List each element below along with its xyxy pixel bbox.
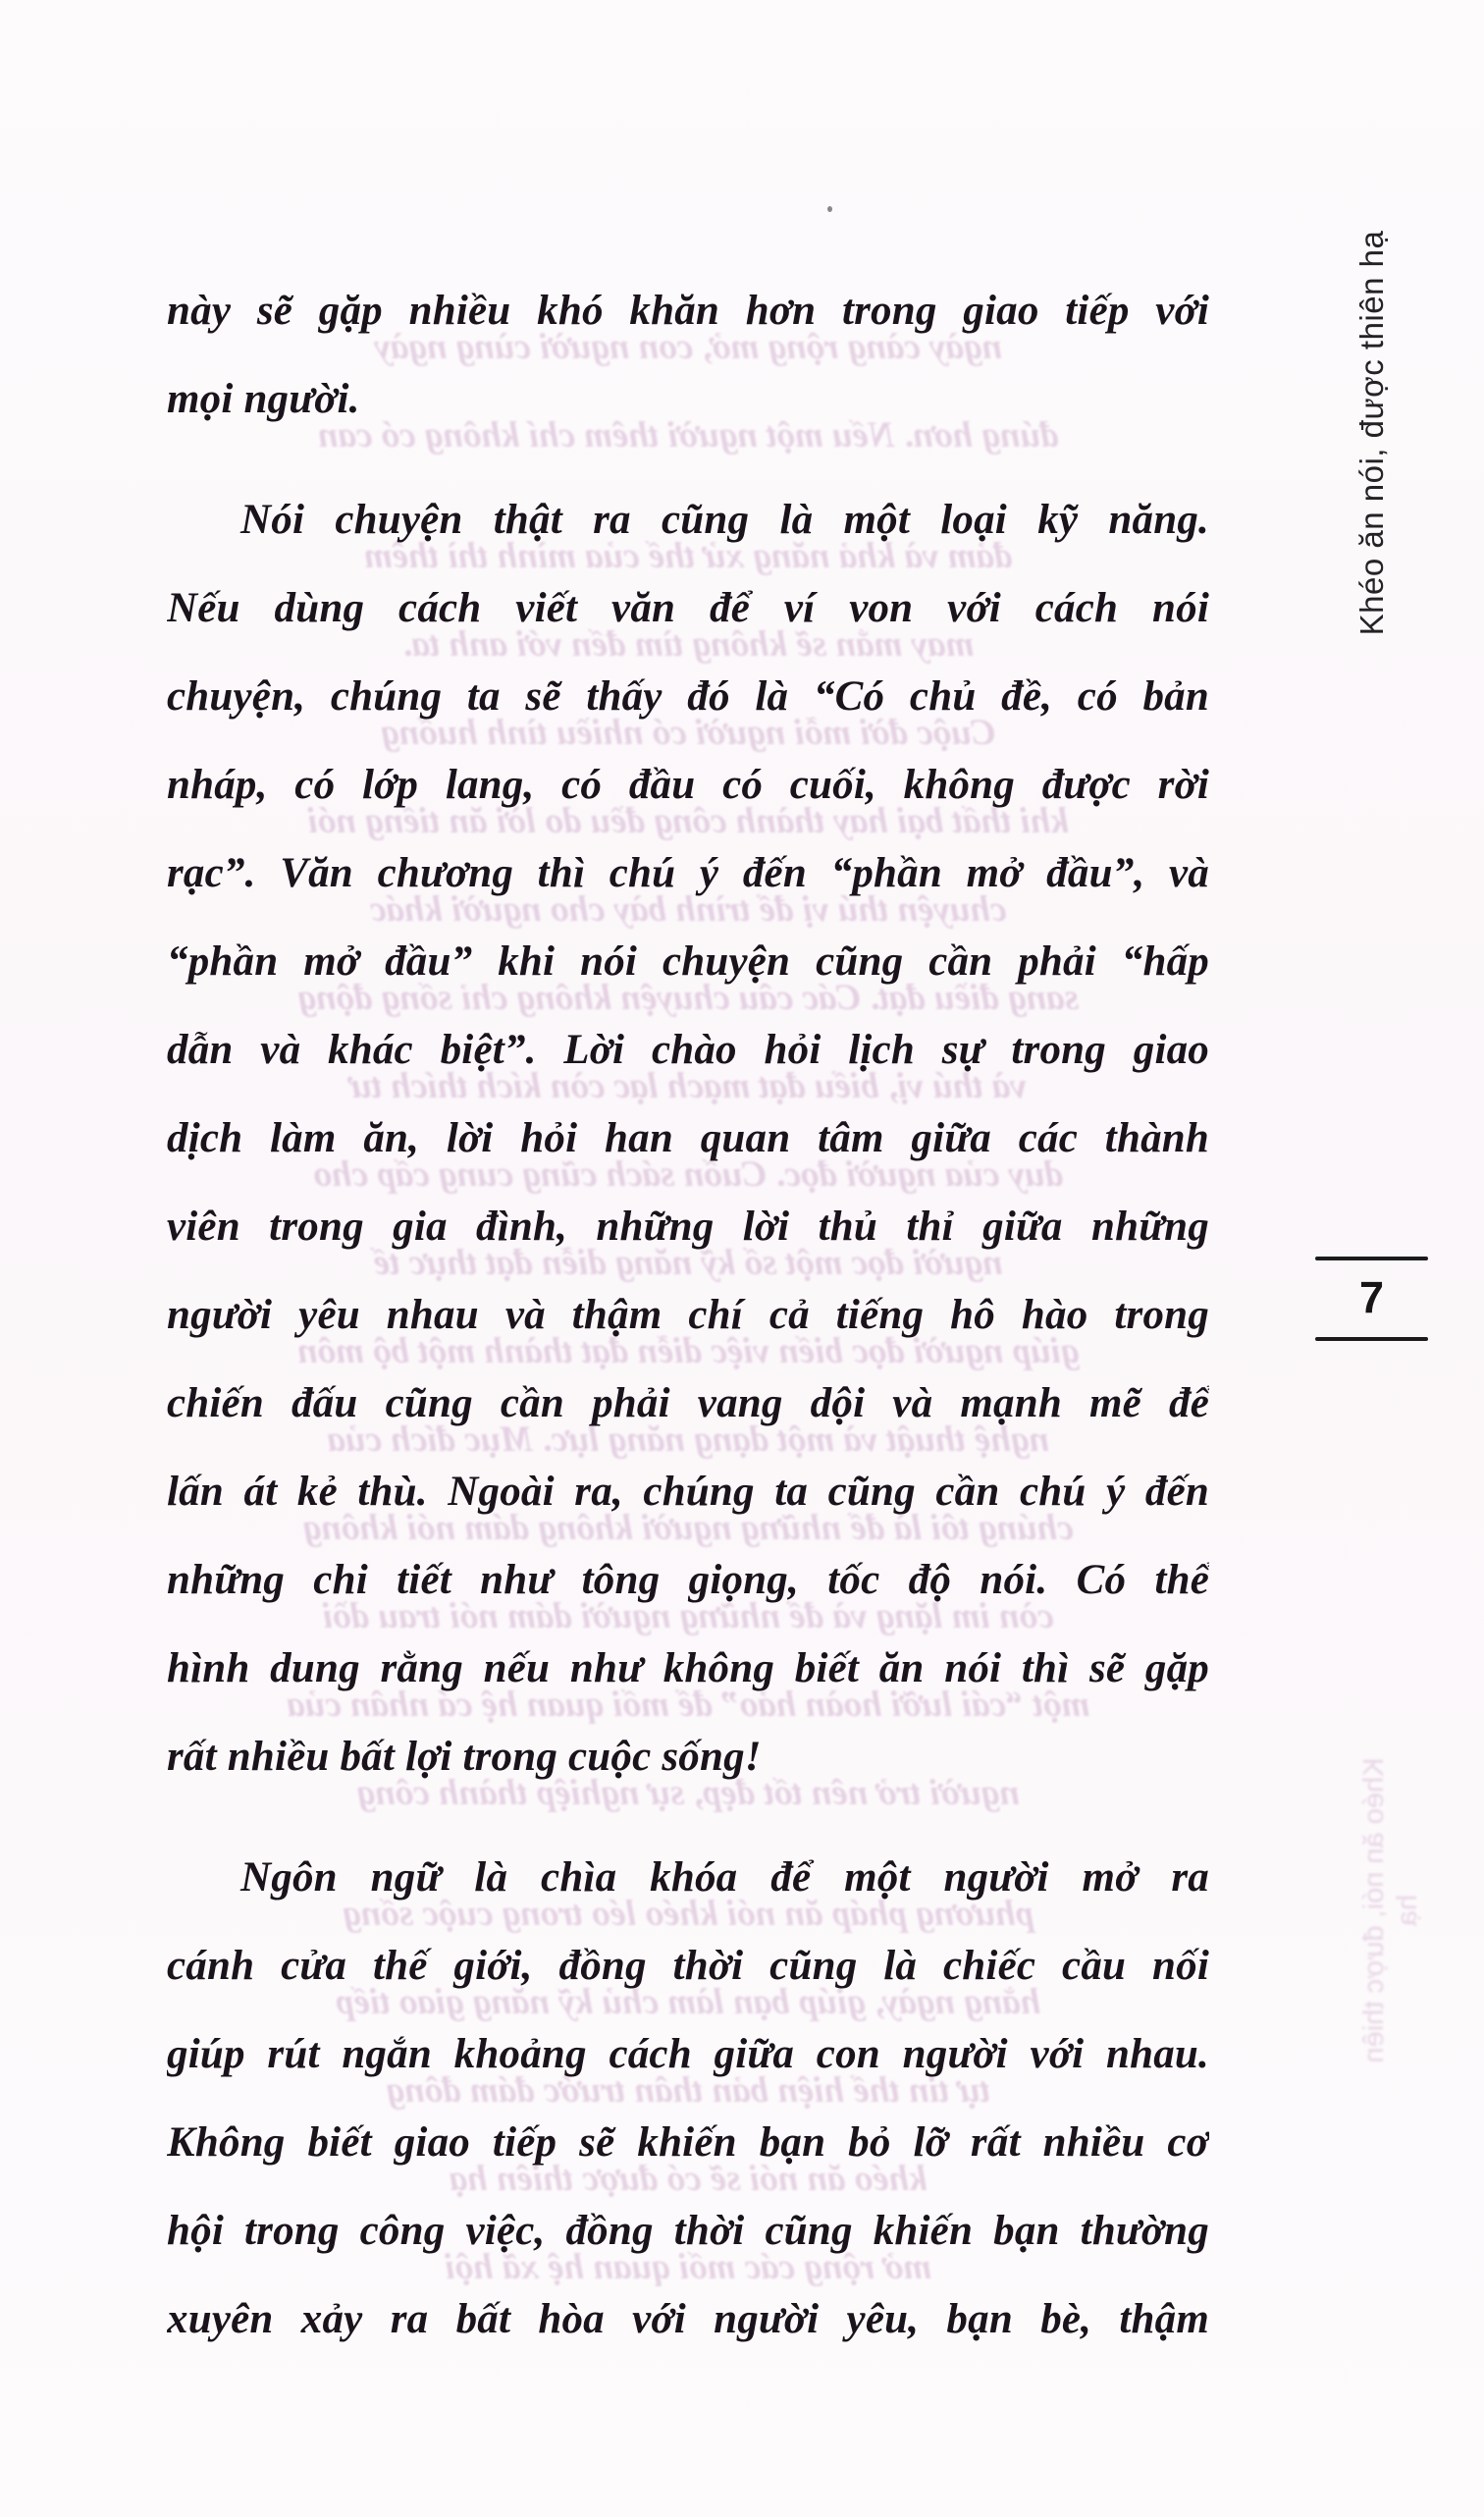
text-line: những chi tiết như tông giọng, tốc độ nói. Có thể <box>167 1557 1209 1603</box>
text-line: Nếu dùng cách viết văn để ví von với cách nói <box>167 585 1209 631</box>
page-number-block <box>1315 1257 1428 1341</box>
text-line: viên trong gia đình, những lời thủ thỉ giữa những <box>167 1204 1209 1250</box>
text-line: xuyên xảy ra bất hòa với người yêu, bạn bè, thậm <box>167 2296 1209 2342</box>
text-line: hội trong công việc, đồng thời cũng khiến bạn thường <box>167 2208 1209 2254</box>
text-line: người yêu nhau và thậm chí cả tiếng hô hào trong <box>167 1292 1209 1338</box>
showthrough-line: giúp người đọc biến việc diễn đạt thành một bộ môn <box>296 1331 1080 1371</box>
text-line: Không biết giao tiếp sẽ khiến bạn bỏ lỡ rất nhiều cơ <box>167 2119 1209 2166</box>
text-line: này sẽ gặp nhiều khó khăn hơn trong giao tiếp với <box>167 288 1209 334</box>
text-line: lấn át kẻ thù. Ngoài ra, chúng ta cũng cần chú ý đến <box>167 1469 1209 1515</box>
showthrough-line: khéo ăn nói sẽ có được thiên hạ <box>449 2159 928 2199</box>
showthrough-line: nghệ thuật và một dạng năng lực. Mục đích của <box>327 1419 1049 1460</box>
text-line: dẫn và khác biệt”. Lời chào hỏi lịch sự trong giao <box>167 1027 1209 1073</box>
showthrough-line: một “cái lưỡi hoàn hảo” để mối quan hệ cá nhân của <box>286 1685 1090 1725</box>
text-line: Nói chuyện thật ra cũng là một loại kỹ năng. <box>240 497 1209 543</box>
page-number-rule-bottom <box>1315 1337 1428 1341</box>
text-line: rạc”. Văn chương thì chú ý đến “phần mở đầu”, và <box>167 850 1209 896</box>
text-line: giúp rút ngắn khoảng cách giữa con người với nhau. <box>167 2031 1209 2077</box>
showthrough-line: chuyện thú vị để trình bày cho người khác <box>369 889 1007 930</box>
page-number: 7 <box>1358 1272 1385 1322</box>
text-line: dịch làm ăn, lời hỏi han quan tâm giữa các thành <box>167 1115 1209 1161</box>
text-line: cánh cửa thế giới, đồng thời cũng là chiếc cầu nối <box>167 1943 1209 1989</box>
showthrough-line: tự tin thể hiện bản thân trước đám đông <box>386 2070 990 2111</box>
text-line: “phần mở đầu” khi nói chuyện cũng cần phải “hấp <box>167 938 1209 985</box>
text-line: mọi người. <box>167 376 360 422</box>
showthrough-line: Cuộc đời mỗi người có nhiều tình huống <box>380 713 996 753</box>
running-head-book-title: Khéo ăn nói, được thiên hạ <box>1353 230 1390 636</box>
text-line: chuyện, chúng ta sẽ thấy đó là “Có chủ đề, có bản <box>167 673 1209 720</box>
showthrough-line: phương pháp ăn nói khéo léo trong cuộc sống <box>342 1894 1034 1934</box>
showthrough-running-head: Khéo ăn nói, được thiên hạ <box>1358 1757 1423 2063</box>
body-text-block <box>167 0 1209 2517</box>
text-line: nháp, có lớp lang, có đầu có cuối, không được rời <box>167 762 1209 808</box>
text-line: chiến đấu cũng cần phải vang dội và mạnh mẽ để <box>167 1380 1209 1426</box>
showthrough-line: còn im lặng và để những người dám nói trau dồi <box>322 1596 1054 1636</box>
showthrough-line: khi thất bại hay thành công đều do lời ăn tiếng nói <box>307 801 1069 841</box>
showthrough-line: người trở nên tốt đẹp, sự nghiệp thành công <box>356 1773 1020 1813</box>
showthrough-line: chúng tôi là để những người không dám nói không <box>302 1508 1074 1548</box>
showthrough-line: đảm và khả năng xử thế của mình thì thêm <box>363 536 1013 576</box>
text-line: hình dung rằng nếu như không biết ăn nói thì sẽ gặp <box>167 1645 1209 1691</box>
text-line: rất nhiều bất lợi trong cuộc sống! <box>167 1734 762 1780</box>
showthrough-line: sang điều đạt. Các câu chuyện không chỉ sống động <box>297 978 1079 1018</box>
showthrough-line: đúng hơn. Nếu một người thêm chí không có can <box>317 415 1059 455</box>
showthrough-line: người đọc một số kỹ năng diễn đạt thực tế <box>373 1243 1003 1283</box>
showthrough-line: may mắn sẽ không tìm đến với anh ta. <box>401 624 975 665</box>
showthrough-line: duy của người đọc. Cuốn sách cũng cung cấp cho <box>313 1154 1063 1195</box>
showthrough-line: ngày càng rộng mở, con người cùng ngày <box>374 327 1002 367</box>
showthrough-line: mở rộng các mối quan hệ xã hội <box>445 2247 931 2287</box>
text-line: Ngôn ngữ là chìa khóa để một người mở ra <box>240 1854 1209 1901</box>
showthrough-line: hằng ngày, giúp bạn làm chủ kỹ năng giao tiếp <box>335 1982 1041 2022</box>
showthrough-line: và thú vị, biểu đạt mạch lạc còn kích thích tư <box>349 1066 1027 1106</box>
